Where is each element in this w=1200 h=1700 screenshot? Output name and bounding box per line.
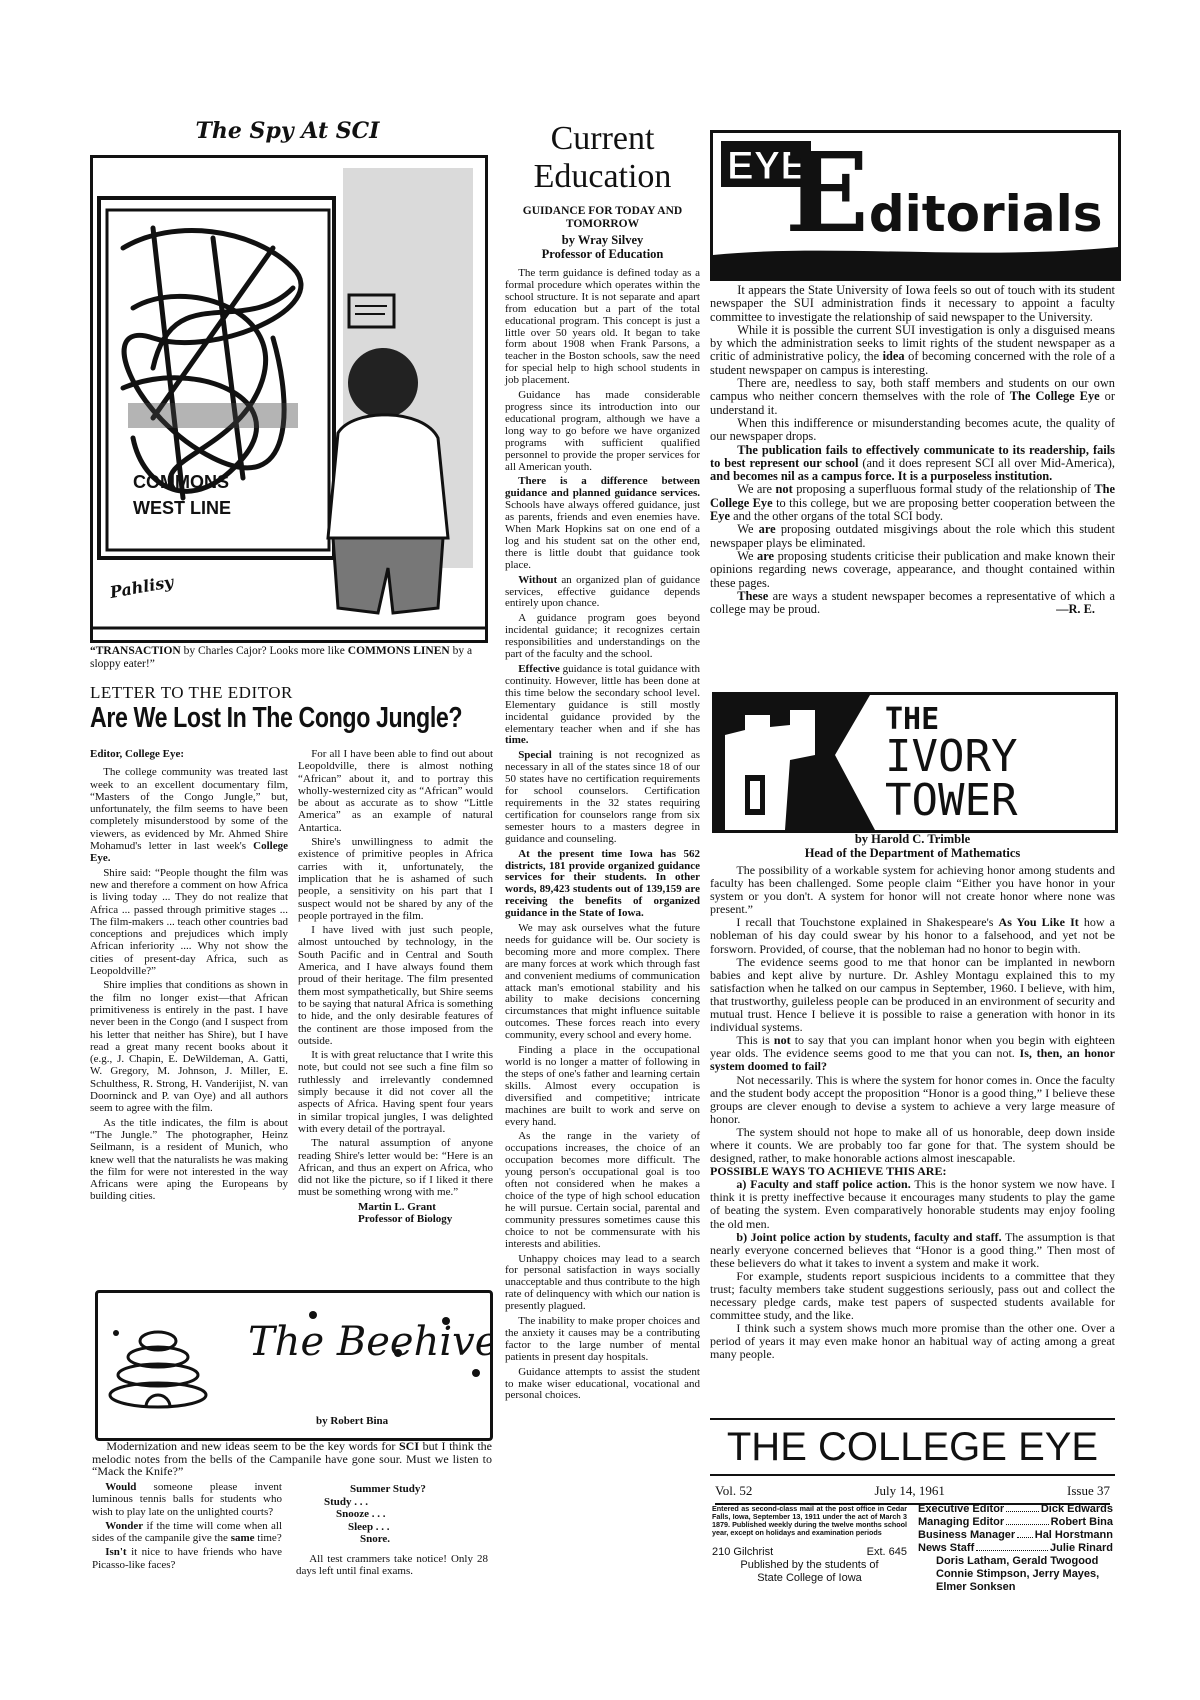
paragraph: As the range in the variety of occupations increases, the choice of an occupation becomes more difficult. The young person's occupational goal is too often not considered when he makes a choice of the type of high school education he will pursue. Certain social, parental and community pressures sometimes cause this choice to not be commensurate with his interests and abilities. — [505, 1130, 700, 1250]
current-education-byline — [505, 233, 700, 261]
editorial-signoff: —R. E. — [1056, 602, 1095, 617]
beehive-drawing — [98, 1293, 490, 1438]
author-title: Professor of Education — [541, 247, 664, 261]
bold-text: b) Joint police action by students, faculty and staff. — [736, 1229, 1002, 1244]
paragraph: a) Faculty and staff police action. This is the honor system we now have. I think it is pretty ineffective because it encourages many students to play the game of beating the system. Even comparatively honorable students may enjoy fooling the old men. — [710, 1177, 1115, 1231]
bold-text: same — [230, 1532, 255, 1545]
mailing-notice: Entered as second-class mail at the post office in Cedar Falls, Iowa, September 13, 1911 under the act of March 3 1879. Published weekly during the twelve months school year, except on holidays and examination periods — [712, 1504, 907, 1537]
poem-line: Sleep . . . — [348, 1520, 390, 1533]
letter-body-1 — [90, 766, 288, 1202]
beehive-notice: All test crammers take notice! Only 28 days left until final exams. — [296, 1553, 488, 1578]
staff-row — [918, 1503, 1113, 1516]
paragraph: It appears the State University of Iowa feels so out of touch with its student newspaper the SUI administration finds it necessary to appoint a faculty committee to investigate the relationship of said newspaper to the University. — [710, 283, 1115, 324]
beehive-poem — [300, 1483, 490, 1546]
ivory-tower-body — [710, 864, 1115, 1362]
publisher — [712, 1559, 907, 1585]
poem-line: Study . . . — [324, 1495, 369, 1508]
bold-text: and becomes nil as a campus force. It is a purposeless institution. — [710, 469, 1053, 484]
paragraph: A guidance program goes beyond incidental guidance; it recognizes certain responsibilities and understandings on the part of the faculty and the school. — [505, 612, 700, 661]
paragraph: There are, needless to say, both staff members and students on our own campus who neither concern themselves with the role of The College Eye or understand it. — [710, 376, 1115, 417]
paragraph: Would someone please invent luminous tennis balls for students who wish to play late on the unlighted courts? — [92, 1481, 282, 1518]
bold-text: The College Eye — [1009, 389, 1100, 404]
letter-headline: Are We Lost In The Congo Jungle? — [90, 702, 463, 734]
eye-editorials-banner — [710, 130, 1121, 281]
staff-name: Dick Edwards — [1040, 1503, 1113, 1515]
staff-role: Executive Editor — [918, 1503, 1005, 1515]
paragraph: b) Joint police action by students, faculty and staff. The assumption is that nearly everyone concerned believes that “Honor is a good thing.” Then most of these believers do what it takes to invent a system and make it work. — [710, 1229, 1116, 1270]
author-title: Head of the Department of Mathematics — [804, 845, 1021, 860]
poem-title: Summer Study? — [350, 1483, 426, 1495]
poem-line: Snooze . . . — [336, 1508, 386, 1520]
bold-text: are — [757, 548, 775, 563]
letter-kicker: LETTER TO THE EDITOR — [90, 683, 293, 702]
paragraph: We are not proposing a superfluous formal study of the relationship of The College Eye to this college, but we are proposing better cooperation between the Eye and the other organs of the total SCI body. — [710, 482, 1115, 524]
beehive-intro — [92, 1440, 492, 1480]
cartoon-caption — [90, 645, 490, 671]
bold-text: Effective — [518, 663, 560, 675]
title-line-2: Education — [533, 158, 672, 195]
bold-text: POSSIBLE WAYS TO ACHIEVE THIS ARE: — [710, 1164, 947, 1179]
paragraph: The inability to make proper choices and the anxiety it causes may be a contributing factor to the large number of mental patients in present day hospitals. — [505, 1315, 700, 1363]
paragraph: These are ways a student newspaper becomes a representative of which a college may be proud. — [710, 588, 1115, 617]
staff-more: Connie Stimpson, Jerry Mayes, — [936, 1568, 1100, 1580]
bold-text: These — [737, 588, 769, 603]
staff-name: Robert Bina — [1050, 1516, 1113, 1528]
paragraph: The possibility of a workable system for achieving honor among students and faculty has been challenged. Some people claim “Either you have honor in your system or you don't. A system for honor will not create honor where none was present.” — [710, 863, 1115, 917]
paragraph: Guidance attempts to assist the student to make wiser educational, vocational and personal choices. — [505, 1365, 700, 1402]
staff-row — [918, 1542, 1113, 1555]
bold-text: College Eye. — [90, 840, 288, 865]
issue-date: July 14, 1961 — [874, 1483, 945, 1498]
paragraph: It is with great reluctance that I write this note, but could not see such a fine film so ruthlessly and irrelevantly condemned simply because it did not cover all the aspects of Africa. Having spent four years in similar tropical jungles, I was delighted with every detail of the portrayal. — [298, 1049, 493, 1135]
office-address — [712, 1546, 907, 1558]
banner-editorials-word: Editorials — [785, 130, 1103, 257]
letter-column-1 — [90, 748, 288, 1205]
paragraph: The term guidance is defined today as a formal procedure which operates within the school structure. It is not separate and apart from education but a part of the total educational program. This concept is just a little over 50 years old. It began to take form about 1908 when Frank Parsons, a teacher in the Boston schools, saw the need for special help to high school students in job placement. — [505, 267, 700, 387]
bold-text: The publication fails to effectively communicate to its readership, fails to best represent our school — [710, 442, 1115, 470]
staff-box — [918, 1503, 1113, 1594]
artist-signature: Pahlisy — [108, 572, 175, 602]
bold-text: As You Like It — [998, 915, 1079, 930]
banner-the: THE — [885, 702, 940, 737]
paragraph: Shire implies that conditions as shown in the film no longer exist—that African primitiveness is entirely in the past. I have never been in the Congo (and I suspect from his letter that neither has Shire), but I have read a great many recent books about it (e.g., J. Chapin, E. DeWildeman, A. Gatti, W. Gregory, M. Johnson, J. Miller, E. Schulthess, R. Strong, H. Vanderijist, N. van Doorninck and P. van Oye) and all authors seem to agree with the film. — [90, 979, 288, 1115]
spy-column-title: The Spy At SCI — [195, 118, 380, 144]
cartoon-lettering-2: WEST LINE — [133, 498, 231, 518]
beehive-title: The Beehive — [248, 1319, 490, 1365]
masthead-title: THE COLLEGE EYE — [710, 1418, 1115, 1476]
bold-text: Would — [105, 1481, 137, 1493]
issue-number: Issue 37 — [1067, 1483, 1110, 1498]
paragraph: We may ask ourselves what the future needs for guidance will be. Our society is becoming more and more complex. There are many forces at work which through fast and convenient mediums of communication attack man's emotional stability and his ability to make decisions concerning circumstances that might influence suitable outcomes. These forces reach into every community, every school and every home. — [505, 922, 700, 1042]
letter-signature-name: Martin L. Grant — [358, 1200, 436, 1213]
bold-text: SCI — [399, 1439, 420, 1453]
staff-row — [918, 1529, 1113, 1542]
paragraph: There is a difference between guidance and planned guidance services. Schools have always offered guidance, just as parents, friends and even enemies have. When Mark Hopkins sat on one end of a log and his student sat on the other end, there is little doubt that guidance took place. — [505, 475, 700, 571]
banner-ivory: IVORY — [885, 731, 1018, 782]
bold-text: idea — [882, 349, 905, 364]
bold-text: Is, then, an honor system doomed to fail? — [710, 1046, 1116, 1074]
publisher-line-2: State College of Iowa — [757, 1572, 862, 1584]
ivory-tower-banner — [712, 692, 1118, 833]
paragraph: The publication fails to effectively communicate to its readership, fails to best represent our school (and it does represent SCI all over Mid-America), and becomes nil as a campus force. It is a purposeless institution. — [710, 442, 1115, 484]
beehive-items — [92, 1481, 282, 1573]
beehive-byline: by Robert Bina — [316, 1415, 389, 1427]
paragraph: Shire's unwillingness to admit the existence of primitive peoples in Africa carries with it, unfortunately, the implication that he is ashamed of such people, a sensitivity on his part that I suspect would not be shared by any of the people portrayed in the film. — [298, 836, 493, 922]
publisher-line-1: Published by the students of — [740, 1559, 879, 1571]
staff-more: Doris Latham, Gerald Twogood — [936, 1555, 1099, 1567]
paragraph: Unhappy choices may lead to a search for personal satisfaction in ways socially unacceptable and thus contribute to the high rate of delinquency with which our nation is presently plagued. — [505, 1252, 700, 1313]
paragraph: Wonder if the time will come when all sides of the campanile give the same time? — [92, 1519, 282, 1545]
current-education-body — [505, 268, 700, 1405]
banner-tower: TOWER — [885, 775, 1018, 826]
bold-text: Without — [518, 573, 558, 586]
cartoon-lettering-1: COMMONS — [133, 472, 229, 492]
title-line-1: Current — [550, 120, 655, 157]
staff-row — [918, 1516, 1113, 1529]
staff-more: Elmer Sonksen — [936, 1581, 1016, 1593]
author: by Wray Silvey — [561, 233, 644, 247]
staff-role: News Staff — [918, 1542, 975, 1554]
paragraph: Effective guidance is total guidance with continuity. However, little has been done at this time below the secondary school level. Elementary guidance is still mostly incidental guidance provided by the elementary teacher when and if she has time. — [505, 663, 700, 747]
caption-end: by a sloppy eater!” — [90, 645, 473, 670]
cartoon-drawing — [93, 158, 485, 640]
paragraph — [505, 849, 700, 920]
bold-text: Isn't — [105, 1546, 127, 1559]
current-education-title — [505, 120, 700, 196]
letter-body-2 — [298, 748, 493, 1199]
paragraph: This is not to say that you can implant honor when you begin with eighteen year olds. The evidence seems good to me that you can not. Is, then, an honor system doomed to fail? — [710, 1033, 1116, 1074]
letter-signature-title: Professor of Biology — [358, 1212, 453, 1225]
paragraph: Isn't it nice to have friends who have Picasso-like faces? — [92, 1546, 282, 1571]
paragraph: The college community was treated last week to an excellent documentary film, “Masters of the Congo Jungle,” but, unfortunately, the film seems to have been completely misunderstood by some of the viewers, as evidenced by Mr. Ahmed Shire Mohamud's letter in last week's College Eye. — [90, 766, 288, 865]
paragraph: As the title indicates, the film is about “The Jungle.” The photographer, Heinz Seilmann, is a resident of Munich, who knew well that the naturalists he was making the film for were not interested in the way Africans were aping the Europeans by building cities. — [90, 1116, 288, 1203]
paragraph: Guidance has made considerable progress since its introduction into our educational program, although we have a long way to go before we have organized programs with sufficient qualified personnel to provide the proper services for all American youth. — [505, 389, 700, 473]
paragraph: While it is possible the current SUI investigation is only a disguised means by which the administration seeks to limit rights of the student newspaper as a critic of administrative policy, the idea of becoming concerned with the role of a student newspaper on campus is interesting. — [710, 322, 1116, 377]
issue-line — [715, 1480, 1110, 1505]
paragraph: Without an organized plan of guidance services, effective guidance depends entirely upon chance. — [505, 573, 700, 610]
paragraph: We are proposing outdated misgivings about the role which this student newspaper plays be eliminated. — [710, 522, 1115, 550]
current-education-subtitle: GUIDANCE FOR TODAY AND TOMORROW — [522, 205, 683, 230]
beehive-banner — [95, 1290, 493, 1441]
bold-text: not — [775, 482, 793, 497]
caption-bold-2: COMMONS LINEN — [347, 645, 450, 657]
staff-name: Julie Rinard — [1050, 1542, 1113, 1554]
paragraph: The system should not hope to make all of us honorable, deep down inside where it counts. We are probably too far gone for that. The system should be designed, rather, to make honorable actions almost inescapable. — [710, 1124, 1115, 1166]
paragraph: I have lived with just such people, almost untouched by technology, in the South Pacific and in Central and South America, and I have always found them proud of their heritage. The film presented them most sympathetically, but Shire seems to be saying that natural Africa is something to hide, and the only desirable features of the continent are those imposed from the outside. — [298, 924, 493, 1047]
letter-salutation: Editor, College Eye: — [90, 748, 184, 760]
bold-text: Eye — [710, 509, 730, 524]
paragraph: Finding a place in the occupational world is no longer a matter of following in the steps of one's father and learning certain skills. Almost every occupation is diversified and competitive; intricate machines are built to work and serve on every hand. — [505, 1044, 700, 1128]
bold-text: not — [773, 1033, 791, 1048]
address: 210 Gilchrist — [712, 1546, 774, 1558]
paragraph: I recall that Touchstone explained in Shakespeare's As You Like It how a nobleman of his day could swear by his honor to a falsehood, and yet not be forsworn. Provided, of course, that the nobleman had no honor to begin with. — [710, 915, 1115, 956]
bold-text: time. — [505, 734, 529, 747]
ivory-tower-byline — [710, 833, 1115, 860]
paragraph: When this indifference or misunderstanding becomes acute, the quality of our newspaper drops. — [710, 415, 1115, 444]
letter-column-2 — [298, 748, 493, 1225]
bold-text: Wonder — [105, 1519, 144, 1532]
paragraph: Not necessarily. This is where the system for honor comes in. Once the faculty and the student body accept the proposition “Honor is a good thing,” I believe these groups are clever enough to devise a system to achieve a very large measure of honor. — [710, 1072, 1115, 1126]
paragraph: Modernization and new ideas seem to be the key words for SCI but I think the melodic notes from the bells of the Campanile have gone sour. Must we listen to “Mack the Knife?” — [92, 1439, 492, 1479]
paragraph: For all I have been able to find out about Leopoldville, there is almost nothing “African” about it, and to portray this wholly-westernized city as “African” would be about as accurate as to show “Little America” as an example of natural Antartica. — [298, 748, 493, 834]
poem-line: Snore. — [360, 1533, 391, 1545]
paragraph: We are proposing students criticise their publication and make known their opinions regarding news coverage, appearance, and thought contained within these pages. — [710, 548, 1115, 590]
bold-text: At the present time Iowa has 562 districts, 181 provide organized guidance services for their students. In other words, 89,423 students out of 139,159 are receiving the benefits of organized guidance in the State of Iowa. — [505, 847, 700, 920]
staff-name: Hal Horstmann — [1034, 1529, 1113, 1541]
paragraph: Special training is not recognized as necessary in all of the states since 18 of our 50 states have no certification requirements for school counselors. Certification requirements in the 32 states requiring certification for counselors range from six semester hours to a masters degree in guidance and counseling. — [505, 749, 700, 845]
ivory-tower-art — [715, 695, 1115, 830]
banner-eye-word: EYE — [727, 144, 808, 188]
phone-extension: Ext. 645 — [866, 1546, 907, 1558]
paragraph: I think such a system shows much more promise than the other one. Over a period of years it may even make honor an habitual way of acting among a great many people. — [710, 1321, 1115, 1362]
paragraph: For example, students report suspicious incidents to a committee that they trust; faculty members take student suggestions seriously, pass out and collect the necessary pledge cards, make test papers of suspected students available for committee study, and the like. — [710, 1268, 1115, 1323]
spy-cartoon — [90, 155, 488, 643]
volume: Vol. 52 — [715, 1483, 753, 1498]
bold-text: are — [758, 522, 776, 537]
bold-text: The College Eye — [710, 482, 1115, 510]
caption-bold-1: “TRANSACTION — [90, 645, 181, 657]
bold-text: Special — [518, 749, 552, 762]
bold-text: There is a difference between guidance and planned guidance services. — [505, 475, 700, 500]
paragraph: The evidence seems good to me that honor can be implanted in newborn babies and kept alive by nurture. Dr. Ashley Montagu explained this to my satisfaction when he talked on our campus in September, 1960. I believe, with him, that trustworthy, guileless people can be produced in an environment of security and mutual trust. Hence I believe it is possible to raise a generation with honor in its individual systems. — [710, 954, 1115, 1035]
staff-role: Business Manager — [918, 1529, 1016, 1541]
caption-text: by Charles Cajor? Looks more like — [180, 645, 348, 657]
bold-text: a) Faculty and staff police action. — [736, 1177, 911, 1192]
paragraph: The natural assumption of anyone reading Shire's letter would be: “Here is an African, and thus an expert on Africa, who did not like the picture, so if I liked it there must be something wrong with me.” — [298, 1137, 493, 1199]
staff-role: Managing Editor — [918, 1516, 1005, 1528]
editorial-body — [710, 284, 1115, 616]
paragraph: Shire said: “People thought the film was new and therefore a comment on how Africa is living today ... They do not realize that Africa ... passed through primitive stages ... The film-makers ... teach other countries bad conceptions and prejudices which imply African inferiority .... Why not show the cities of present-day Africa, such as Leopoldville?” — [90, 866, 288, 978]
author: by Harold C. Trimble — [854, 832, 971, 846]
